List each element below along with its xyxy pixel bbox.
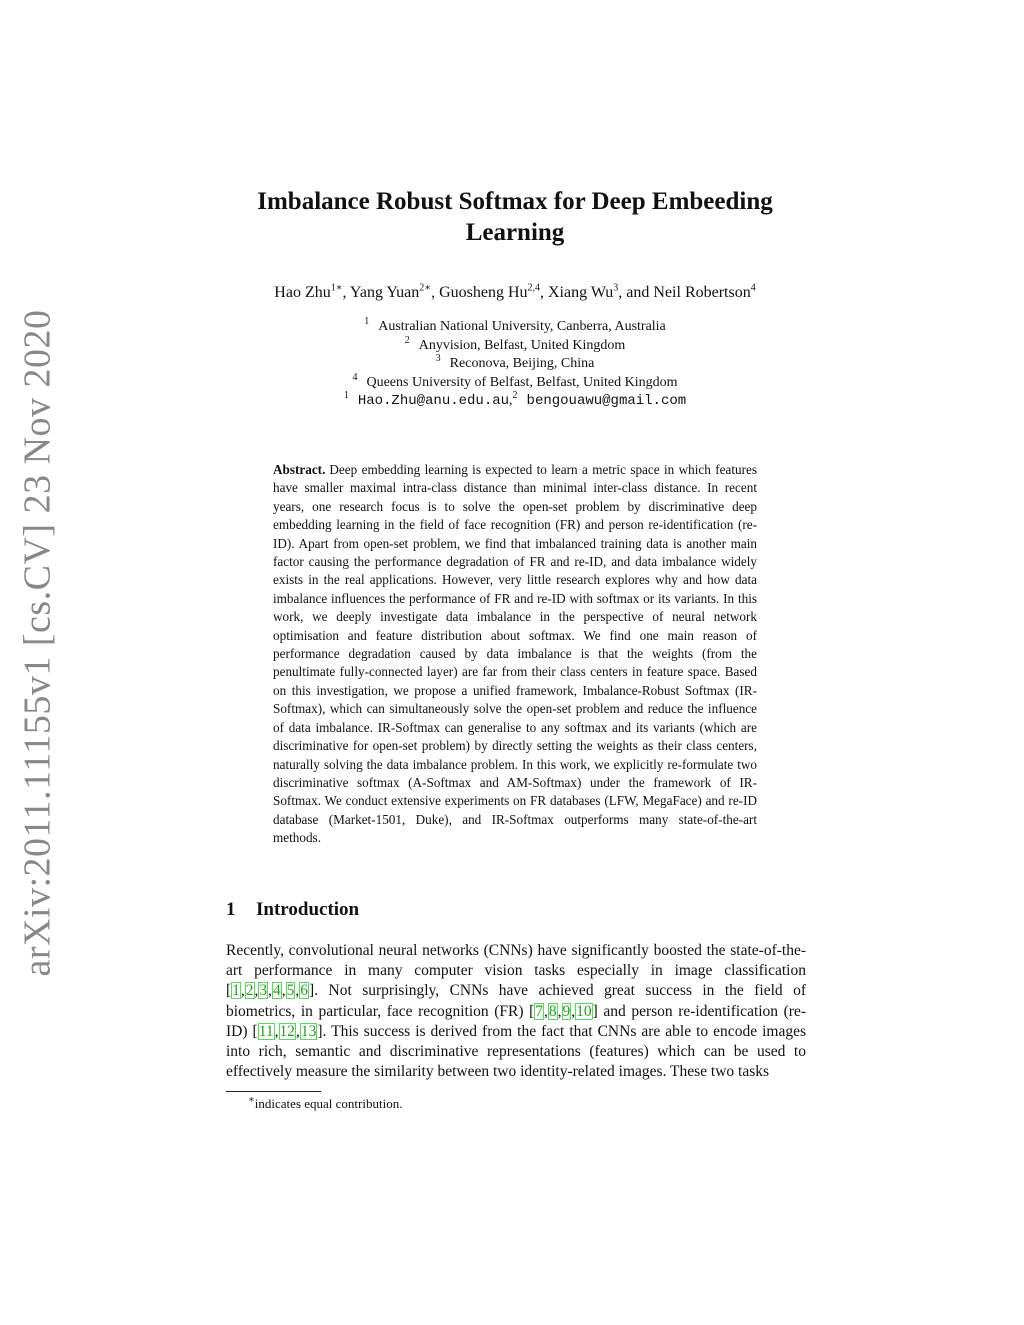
abstract <box>273 461 757 848</box>
arxiv-identifier-stamp <box>14 309 62 977</box>
introduction-paragraph <box>226 941 806 1082</box>
citation-link[interactable]: 3 <box>259 982 268 1000</box>
arxiv-identifier-text: arXiv:2011.11155v1 [cs.CV] 23 Nov 2020 <box>17 309 60 977</box>
section-number: 1 <box>226 899 236 920</box>
affiliation-number: 1 <box>364 316 370 328</box>
abstract-text: Deep embedding learning is expected to learn a metric space in which features have smaller maximal intra-class distance than minimal inter-class distance. In recent years, one research focus is to solve the open-set problem by discriminative deep embedding learning in the field of face recognition (FR) and person re-identification (re-ID). Apart from open-set problem, we find that imbalanced training data is another main factor causing the performance degradation of FR and re-ID, and data imbalance widely exists in the real applications. However, very little research explores why and how data imbalance influences the performance of FR and re-ID with softmax or its variants. In this work, we deeply investigate data imbalance in the perspective of neural network optimisation and feature distribution about softmax. We find one main reason of performance degradation caused by data imbalance is that the weights (from the penultimate fully-connected layer) are far from their class centers in feature space. Based on this investigation, we propose a unified framework, Imbalance-Robust Softmax (IR-Softmax), which can simultaneously solve the open-set problem and reduce the influence of data imbalance. IR-Softmax can generalise to any softmax and its variants (which are discriminative for open-set problem) by directly setting the weights as their class centers, naturally solving the data imbalance problem. In this work, we explicitly re-formulate two discriminative softmax (A-Softmax and AM-Softmax) under the framework of IR-Softmax. We conduct extensive experiments on FR databases (LFW, MegaFace) and re-ID database (Market-1501, Duke), and IR-Softmax outperforms many state-of-the-art methods. <box>273 462 757 846</box>
affiliation-line <box>220 334 810 356</box>
author-superscript: 2∗ <box>419 282 432 294</box>
citation-link[interactable]: 12 <box>279 1022 295 1040</box>
author-superscript: 1∗ <box>330 282 343 294</box>
footnote-mark: ∗ <box>248 1094 255 1106</box>
citation-separator: , <box>571 1002 576 1020</box>
citation-separator: , <box>268 982 273 1000</box>
intro-text: ] and person re-identification (re-ID) [ <box>226 1002 806 1040</box>
citation-link[interactable]: 1 <box>232 982 240 1000</box>
affiliation-line <box>220 318 810 337</box>
affiliation-number: 3 <box>435 353 441 365</box>
intro-text: Recently, convolutional neural networks (CNNs) have significantly boosted the state-of-the-art performance in many computer vision tasks especially in image classification [ <box>226 942 806 1000</box>
footnote <box>248 1096 402 1112</box>
email-number: 2 <box>512 390 518 402</box>
citation-link[interactable]: 11 <box>258 1022 274 1040</box>
citation-group <box>231 982 309 999</box>
citation-separator: , <box>295 982 300 1000</box>
footnote-rule <box>226 1091 321 1092</box>
citation-group <box>534 1003 592 1020</box>
affiliation-text: Anyvision, Belfast, United Kingdom <box>418 337 626 353</box>
footnote-text: indicates equal contribution. <box>254 1096 403 1111</box>
paper-title: Imbalance Robust Softmax for Deep Embeeding Learning <box>257 188 773 246</box>
author-superscript: 3 <box>613 282 619 294</box>
citation-link[interactable]: 13 <box>300 1022 317 1040</box>
author-separator: , <box>540 284 548 301</box>
intro-text: ]. Not surprisingly, CNNs have achieved great success in the field of biometrics, in particular, face recognition (FR) [ <box>226 982 806 1020</box>
affiliation-text: Queens University of Belfast, Belfast, United Kingdom <box>366 374 678 390</box>
author-superscript: 4 <box>750 282 756 294</box>
citation-link[interactable]: 10 <box>576 1002 592 1020</box>
affiliation-line <box>220 371 810 393</box>
citation-link[interactable]: 2 <box>245 982 254 1000</box>
affiliation-line <box>220 355 810 374</box>
citation-link[interactable]: 7 <box>535 1002 544 1020</box>
author-separator: , and <box>618 284 654 301</box>
author-name: Neil Robertson <box>653 284 751 301</box>
author-name: Guosheng Hu <box>439 284 528 301</box>
abstract-label: Abstract. <box>273 462 326 477</box>
citation-link[interactable]: 5 <box>286 982 295 1000</box>
affiliation-number: 4 <box>352 371 358 383</box>
author-separator: , <box>431 284 440 301</box>
affiliation-text: Australian National University, Canberra, Australia <box>378 319 666 334</box>
citation-separator: , <box>254 982 259 1000</box>
email-address[interactable]: Hao.Zhu@anu.edu.au <box>357 393 510 409</box>
author-superscript: 2,4 <box>527 282 540 294</box>
affiliation-text: Reconova, Beijing, China <box>449 356 595 371</box>
section-title: Introduction <box>256 899 360 920</box>
citation-separator: , <box>296 1022 300 1040</box>
email-number: 1 <box>343 390 349 402</box>
section-heading <box>226 898 359 922</box>
email-line <box>220 392 810 411</box>
citation-link[interactable]: 8 <box>548 1002 557 1020</box>
author-list <box>200 282 830 304</box>
citation-separator: , <box>557 1002 562 1020</box>
author-name: Xiang Wu <box>548 284 614 301</box>
intro-text: ]. This success is derived from the fact that CNNs are able to encode images into rich, semantic and discriminative representations (features) which can be used to effectively measure the similarity between two identity-related images. These two tasks <box>226 1022 806 1081</box>
author-name: Yang Yuan <box>349 284 420 301</box>
citation-group <box>258 1023 318 1040</box>
citation-link[interactable]: 9 <box>562 1002 571 1020</box>
citation-separator: , <box>240 982 245 1000</box>
author-separator: , <box>342 284 350 301</box>
citation-separator: , <box>274 1022 279 1040</box>
citation-link[interactable]: 4 <box>273 982 281 1000</box>
author-name: Hao Zhu <box>274 284 331 301</box>
affiliation-number: 2 <box>404 334 410 346</box>
citation-link[interactable]: 6 <box>300 982 309 1000</box>
email-address[interactable]: bengouawu@gmail.com <box>526 393 687 409</box>
citation-separator: , <box>281 982 286 1000</box>
email-separator: , <box>509 393 513 408</box>
affiliation-block <box>220 318 810 411</box>
citation-separator: , <box>544 1002 548 1020</box>
